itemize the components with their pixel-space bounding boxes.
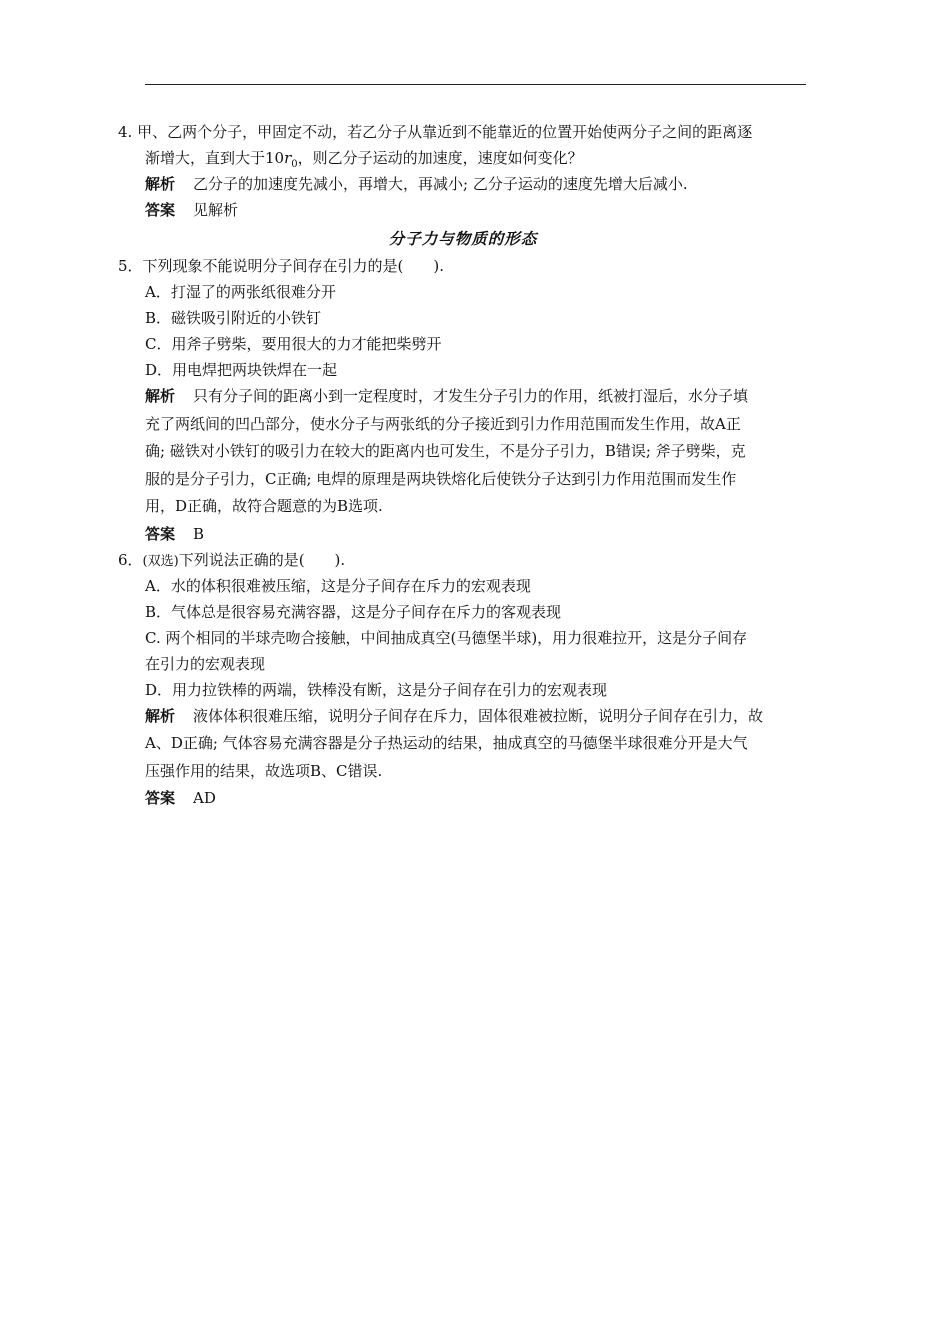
answer-text: 见解析 (193, 201, 239, 219)
r-symbol: r (284, 149, 292, 167)
question-4-stem-line-2 (118, 145, 808, 171)
question-6-stem (118, 547, 808, 573)
analysis-line: 服的是分子引力，C正确; 电焊的原理是两块铁熔化后使铁分子达到引力作用范围而发生作 (145, 469, 737, 488)
answer-text: AD (193, 789, 216, 807)
question-4-stem-text-a: 渐增大，直到大于10 (145, 149, 285, 167)
answer-label: 答案 (145, 789, 176, 807)
analysis-line: 确; 磁铁对小铁钉的吸引力在较大的距离内也可发生，不是分子引力，B错误; 斧子劈柴，克 (145, 442, 746, 460)
question-4-answer (118, 197, 808, 223)
question-5-answer (118, 521, 808, 547)
question-5-analysis (118, 383, 808, 521)
r-subscript: 0 (291, 159, 298, 170)
question-6-number: 6． (118, 550, 143, 569)
analysis-line: 用，D正确，故符合题意的为B选项. (145, 497, 383, 515)
answer-label: 答案 (145, 201, 176, 219)
analysis-line: 压强作用的结果，故选项B、C错误. (145, 761, 383, 780)
question-6-stem-text: 下列说法正确的是( ). (178, 550, 346, 569)
answer-label: 答案 (145, 524, 176, 543)
analysis-label: 解析 (145, 706, 176, 725)
section-heading: 分子力与物质的形态 (388, 229, 538, 248)
question-6-analysis (118, 703, 808, 786)
option-b: B．磁铁吸引附近的小铁钉 (145, 309, 322, 327)
header-rule (145, 84, 806, 85)
analysis-label: 解析 (145, 175, 176, 193)
option-c-line-2: 在引力的宏观表现 (145, 654, 266, 673)
double-choice-tag: (双选) (142, 553, 179, 569)
option-a: A．打湿了的两张纸很难分开 (145, 283, 336, 301)
question-5 (118, 253, 808, 547)
analysis-text: 乙分子的加速度先减小，再增大，再减小; 乙分子运动的速度先增大后减小. (193, 175, 688, 193)
answer-text: B (193, 524, 205, 543)
question-4-analysis (118, 171, 808, 197)
analysis-line: A、D正确; 气体容易充满容器是分子热运动的结果，抽成真空的马德堡半球很难分开是大气 (145, 734, 748, 752)
question-4-stem-line-1: 4. 甲、乙两个分子，甲固定不动，若乙分子从靠近到不能靠近的位置开始使两分子之间的距离逐 (118, 123, 753, 141)
analysis-line (118, 383, 808, 411)
option-a: A．水的体积很难被压缩，这是分子间存在斥力的宏观表现 (145, 576, 531, 595)
document-body (118, 119, 808, 811)
analysis-text: 液体体积很难压缩，说明分子间存在斥力，固体很难被拉断，说明分子间存在引力，故 (193, 706, 764, 725)
question-6-answer (118, 785, 808, 811)
option-d: D．用电焊把两块铁焊在一起 (145, 361, 338, 379)
question-4 (118, 119, 808, 223)
analysis-text: 只有分子间的距离小到一定程度时，才发生分子引力的作用，纸被打湿后，水分子填 (193, 387, 749, 405)
option-d: D．用力拉铁棒的两端，铁棒没有断，这是分子间存在引力的宏观表现 (145, 680, 608, 699)
analysis-line: 充了两纸间的凹凸部分，使水分子与两张纸的分子接近到引力作用范围而发生作用，故A正 (145, 414, 741, 433)
option-b: B．气体总是很容易充满容器，这是分子间存在斥力的客观表现 (145, 602, 562, 621)
option-c-line-1: C. 两个相同的半球壳吻合接触，中间抽成真空(马德堡半球)，用力很难拉开，这是分子间存 (145, 628, 748, 647)
question-5-stem: 5．下列现象不能说明分子间存在引力的是( ). (118, 257, 445, 275)
option-c: C．用斧子劈柴，要用很大的力才能把柴劈开 (145, 335, 442, 353)
question-4-stem-text-b: ，则乙分子运动的加速度，速度如何变化？ (297, 149, 583, 167)
analysis-label: 解析 (145, 387, 176, 405)
question-6 (118, 547, 808, 812)
analysis-line (118, 703, 808, 731)
